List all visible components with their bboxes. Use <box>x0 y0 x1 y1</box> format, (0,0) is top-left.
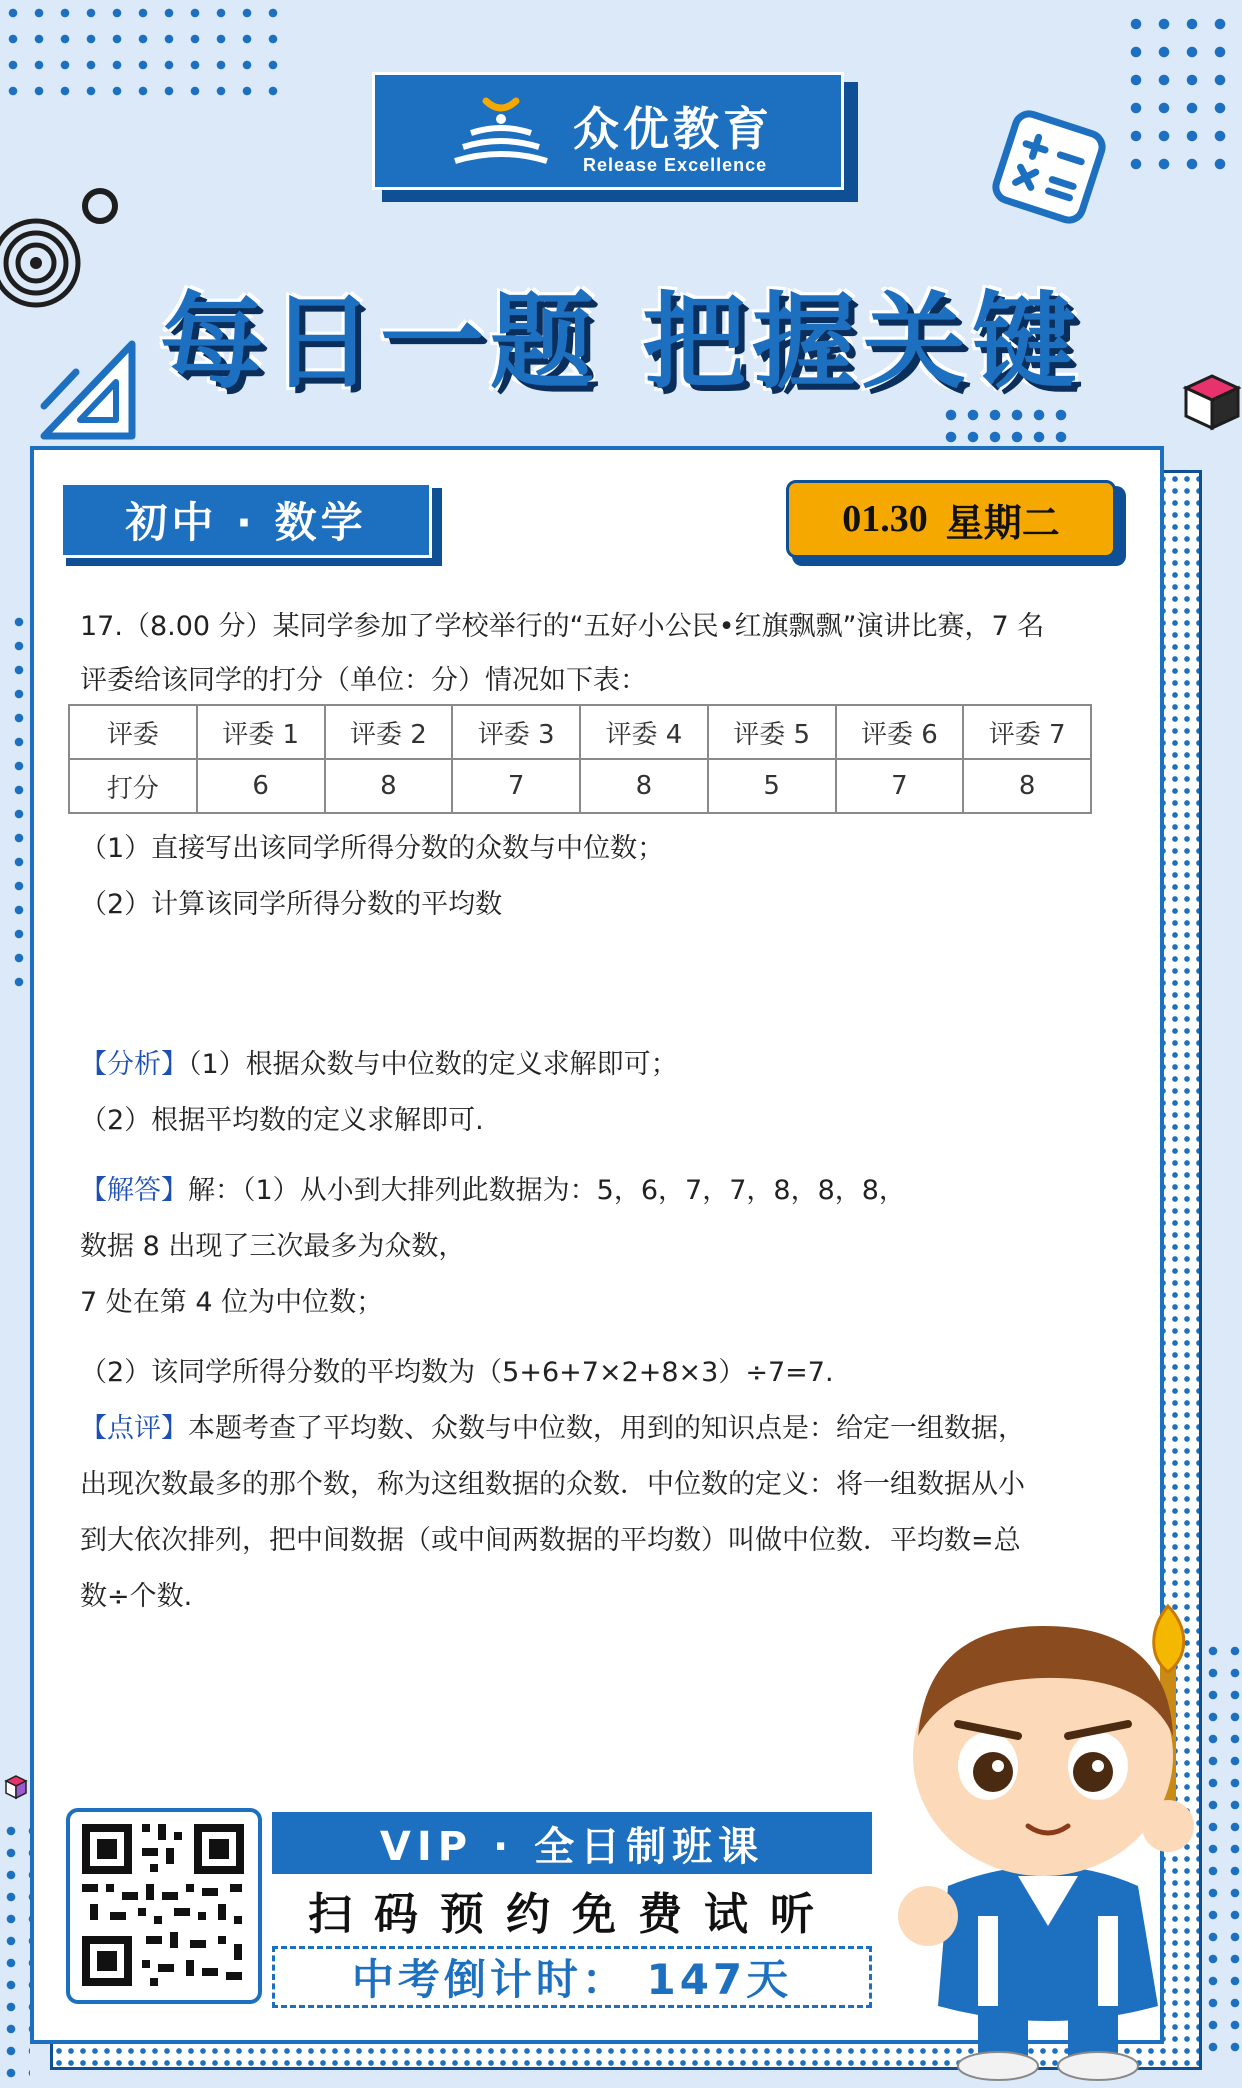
page-headline: 每日一题 把握关键 <box>159 281 1083 403</box>
calculator-icon <box>990 108 1108 226</box>
question-part-1: （1）直接写出该同学所得分数的众数与中位数； <box>80 833 665 864</box>
analysis-line-2: （2）根据平均数的定义求解即可. <box>80 1105 484 1136</box>
question-line-1: 17.（8.00 分）某同学参加了学校举行的“五好小公民•红旗飘飘”演讲比赛，7 名 <box>80 611 1045 642</box>
logo-icon <box>451 93 551 173</box>
question-line-2: 评委给该同学的打分（单位：分）情况如下表： <box>80 665 647 696</box>
qr-code[interactable] <box>66 1808 262 2004</box>
table-cell: 打分 <box>69 759 197 813</box>
table-cell: 评委 5 <box>708 705 836 759</box>
analysis-tag: 【分析】 <box>80 1049 188 1080</box>
answer-line-2: 数据 8 出现了三次最多为众数， <box>80 1231 466 1262</box>
answer-line-3: 7 处在第 4 位为中位数； <box>80 1287 384 1318</box>
answer-line-1: 【解答】解：（1）从小到大排列此数据为：5，6，7，7，8，8，8， <box>80 1175 906 1206</box>
date-tag <box>786 480 1126 566</box>
table-cell: 评委 4 <box>580 705 708 759</box>
analysis-line-1: 【分析】（1）根据众数与中位数的定义求解即可； <box>80 1049 678 1080</box>
table-cell: 6 <box>197 759 325 813</box>
comment-line-1: 【点评】本题考查了平均数、众数与中位数，用到的知识点是：给定一组数据， <box>80 1413 1025 1444</box>
table-cell: 评委 <box>69 705 197 759</box>
table-cell: 评委 3 <box>452 705 580 759</box>
promo-panel <box>272 1812 872 2008</box>
brand-slogan: Release Excellence <box>583 155 768 175</box>
table-cell: 8 <box>963 759 1091 813</box>
date-weekday: 星期二 <box>945 502 1060 545</box>
answer-tag: 【解答】 <box>80 1175 188 1206</box>
table-row <box>69 759 1091 813</box>
comment-line-4: 数÷个数. <box>80 1581 193 1612</box>
date-day: 01.30 <box>842 498 928 540</box>
table-cell: 8 <box>325 759 453 813</box>
ring-icon <box>80 186 120 226</box>
brand-logo <box>372 72 858 202</box>
table-cell: 7 <box>452 759 580 813</box>
comment-line-3: 到大依次排列，把中间数据（或中间两数据的平均数）叫做中位数．平均数=总 <box>80 1525 1021 1556</box>
subject-tag <box>60 482 442 566</box>
comment-line-2: 出现次数最多的那个数，称为这组数据的众数．中位数的定义：将一组数据从小 <box>80 1469 1025 1500</box>
qr-pattern <box>70 1812 258 2000</box>
table-cell: 8 <box>580 759 708 813</box>
answer-line-4: （2）该同学所得分数的平均数为（5+6+7×2+8×3）÷7=7. <box>80 1357 834 1388</box>
brand-name: 众优教育 <box>573 102 773 156</box>
decor-dots-top-right <box>1122 10 1242 180</box>
exam-countdown: 中考倒计时： 147天 <box>272 1946 872 2008</box>
question-part-2: （2）计算该同学所得分数的平均数 <box>80 889 503 920</box>
decor-dots-mid-right <box>940 404 1070 444</box>
table-cell: 评委 1 <box>197 705 325 759</box>
table-header-row <box>69 705 1091 759</box>
table-cell: 7 <box>836 759 964 813</box>
mascot <box>868 1586 1228 2086</box>
decor-dots-top-left <box>0 0 290 110</box>
table-cell: 5 <box>708 759 836 813</box>
subject-label: 初中 · 数学 <box>60 482 432 558</box>
table-cell: 评委 2 <box>325 705 453 759</box>
promo-cta[interactable]: 扫码预约免费试听 <box>308 1889 836 1940</box>
score-table <box>68 704 1092 814</box>
decor-dots-bottom-left <box>0 1820 30 2080</box>
promo-title: VIP · 全日制班课 <box>272 1812 872 1874</box>
decor-dots-left <box>10 610 28 990</box>
table-cell: 评委 7 <box>963 705 1091 759</box>
table-cell: 评委 6 <box>836 705 964 759</box>
comment-tag: 【点评】 <box>80 1413 188 1444</box>
